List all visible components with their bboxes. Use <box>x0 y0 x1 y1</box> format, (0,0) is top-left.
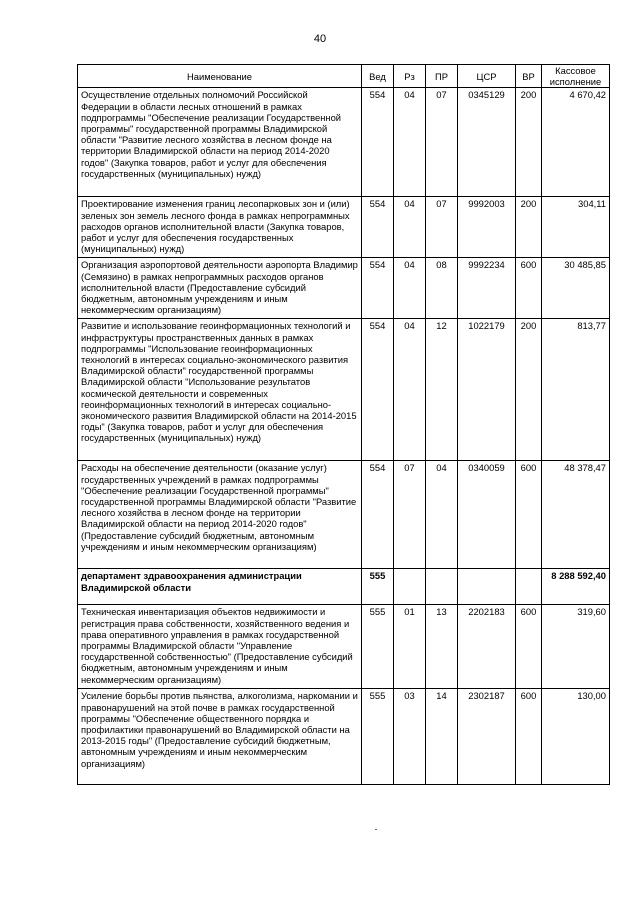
table-row <box>78 88 610 197</box>
row-vr <box>516 569 542 605</box>
row-ved: 554 <box>362 258 394 319</box>
row-rz <box>394 569 426 605</box>
row-amount: 304,11 <box>542 197 610 258</box>
row-csr: 2302187 <box>458 689 516 785</box>
row-name: Осуществление отдельных полномочий Российской Федерации в области лесных отношений в рамках подпрограммы "Обеспечение реализации Государственной программы" государственной программы Владимирской области "Развитие лесного хозяйства в лесном фонде на территории Владимирской области на период 2014-2020 годов" (Закупка товаров, работ и услуг для обеспечения государственных (муниципальных) нужд) <box>78 88 362 197</box>
row-amount: 30 485,85 <box>542 258 610 319</box>
row-rz: 04 <box>394 197 426 258</box>
row-vr: 200 <box>516 319 542 461</box>
row-pr <box>426 569 458 605</box>
row-pr: 13 <box>426 605 458 689</box>
row-csr: 2202183 <box>458 605 516 689</box>
table-header-row <box>78 65 610 88</box>
header-name: Наименование <box>78 65 362 88</box>
table-row <box>78 605 610 689</box>
row-pr: 07 <box>426 88 458 197</box>
row-amount: 813,77 <box>542 319 610 461</box>
row-vr: 200 <box>516 88 542 197</box>
row-amount: 130,00 <box>542 689 610 785</box>
row-name: Расходы на обеспечение деятельности (оказание услуг) государственных учреждений в рамках подпрограммы "Обеспечение реализации Государственной программы" государственной программы Владимирской области "Развитие лесного хозяйства в лесном фонде на территории Владимирской области на период 2014-2020 годов" (Предоставление субсидий бюджетным, автономным учреждениям и иным некоммерческим организациям) <box>78 461 362 569</box>
header-pr: ПР <box>426 65 458 88</box>
row-ved: 554 <box>362 461 394 569</box>
header-csr: ЦСР <box>458 65 516 88</box>
row-ved: 554 <box>362 197 394 258</box>
header-amount: Кассовое исполнение <box>542 65 610 88</box>
row-name: департамент здравоохранения администрации Владимирской области <box>78 569 362 605</box>
row-name: Проектирование изменения границ лесопарковых зон и (или) зеленых зон земель лесного фонда в рамках непрограммных расходов органов исполнительной власти (Закупка товаров, работ и услуг для обеспечения государственных (муниципальных) нужд) <box>78 197 362 258</box>
row-ved: 554 <box>362 319 394 461</box>
row-vr: 200 <box>516 197 542 258</box>
budget-table <box>77 64 610 785</box>
row-csr: 9992234 <box>458 258 516 319</box>
row-csr: 9992003 <box>458 197 516 258</box>
row-vr: 600 <box>516 461 542 569</box>
row-amount: 48 378,47 <box>542 461 610 569</box>
header-vr: ВР <box>516 65 542 88</box>
row-csr <box>458 569 516 605</box>
row-ved: 555 <box>362 605 394 689</box>
row-csr: 0345129 <box>458 88 516 197</box>
table-row <box>78 461 610 569</box>
table-row <box>78 319 610 461</box>
table-row-department <box>78 569 610 605</box>
row-pr: 04 <box>426 461 458 569</box>
row-ved: 555 <box>362 569 394 605</box>
row-csr: 1022179 <box>458 319 516 461</box>
row-rz: 01 <box>394 605 426 689</box>
row-name: Усиление борьбы против пьянства, алкоголизма, наркомании и правонарушений на этой почве в рамках государственной программы "Обеспечение общественного порядка и профилактики правонарушений во Владимирской области на 2013-2015 годы" (Предоставление субсидий бюджетным, автономным учреждениям и иным некоммерческим организациям) <box>78 689 362 785</box>
row-rz: 03 <box>394 689 426 785</box>
row-vr: 600 <box>516 605 542 689</box>
row-rz: 04 <box>394 258 426 319</box>
row-vr: 600 <box>516 689 542 785</box>
row-ved: 555 <box>362 689 394 785</box>
row-pr: 08 <box>426 258 458 319</box>
row-csr: 0340059 <box>458 461 516 569</box>
row-name: Развитие и использование геоинформационных технологий и инфраструктуры пространственных данных в рамках подпрограммы "Использование геоинформационных технологий в интересах социально-экономического развития Владимирской области" государственной программы Владимирской области "Использование результатов космической деятельности и современных геоинформационных технологий в интересах социально-экономического развития Владимирской области на 2014-2015 годы" (Закупка товаров, работ и услуг для обеспечения государственных (муниципальных) нужд) <box>78 319 362 461</box>
row-name: Техническая инвентаризация объектов недвижимости и регистрация права собственности, хозяйственного ведения и права оперативного управления в рамках государственной программы Владимирской области "Управление государственной собственностью" (Предоставление субсидий бюджетным, автономным учреждениям и иным некоммерческим организациям) <box>78 605 362 689</box>
row-amount: 319,60 <box>542 605 610 689</box>
table-row <box>78 689 610 785</box>
header-rz: Рз <box>394 65 426 88</box>
row-rz: 07 <box>394 461 426 569</box>
scan-speck <box>375 829 377 830</box>
row-amount: 8 288 592,40 <box>542 569 610 605</box>
row-rz: 04 <box>394 319 426 461</box>
table-row <box>78 258 610 319</box>
row-rz: 04 <box>394 88 426 197</box>
row-vr: 600 <box>516 258 542 319</box>
page-number: 40 <box>313 33 327 45</box>
row-pr: 07 <box>426 197 458 258</box>
row-name: Организация аэропортовой деятельности аэропорта Владимир (Семязино) в рамках непрограммных расходов органов исполнительной власти (Предоставление субсидий бюджетным, автономным учреждениям и иным некоммерческим организациям) <box>78 258 362 319</box>
header-ved: Вед <box>362 65 394 88</box>
row-pr: 14 <box>426 689 458 785</box>
row-ved: 554 <box>362 88 394 197</box>
row-pr: 12 <box>426 319 458 461</box>
row-amount: 4 670,42 <box>542 88 610 197</box>
table-row <box>78 197 610 258</box>
